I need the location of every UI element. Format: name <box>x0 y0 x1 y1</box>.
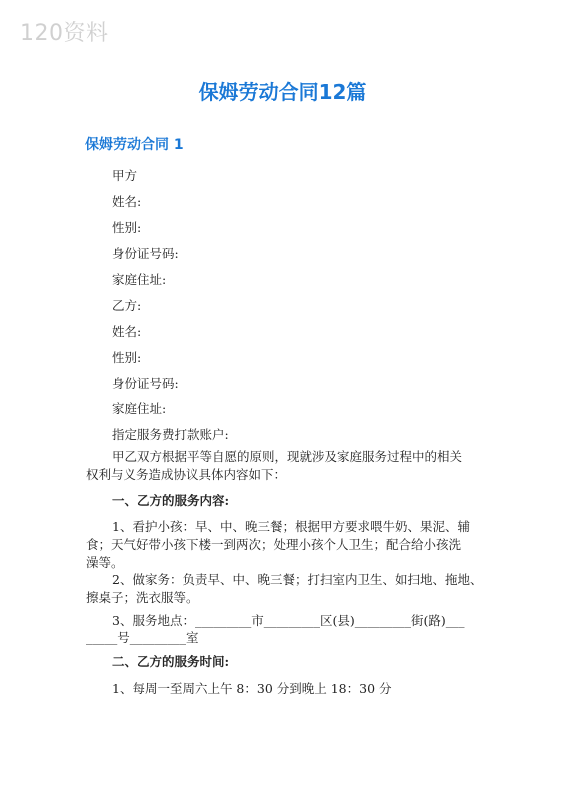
party-b-address: 家庭住址: <box>112 401 167 416</box>
party-a-address: 家庭住址: <box>112 272 167 287</box>
party-a-id-number: 身份证号码: <box>112 246 179 261</box>
payment-account: 指定服务费打款账户: <box>112 427 229 442</box>
section-title: 保姆劳动合同 1 <box>85 137 184 153</box>
party-b-name: 姓名: <box>112 324 142 339</box>
intro-line-1: 甲乙双方根据平等自愿的原则，现就涉及家庭服务过程中的相关 <box>112 449 463 464</box>
service-item-3-line-2: _____号_________室 <box>86 630 199 645</box>
service-time-item-1: 1、每周一至周六上午 8：30 分到晚上 18：30 分 <box>112 681 392 696</box>
section-2-heading: 二、乙方的服务时间: <box>112 654 230 669</box>
party-a-name: 姓名: <box>112 194 142 209</box>
party-b-label: 乙方: <box>112 298 142 313</box>
service-item-3-line-1: 3、服务地点：_________市_________区(县)_________街(路)___ <box>112 613 465 628</box>
service-item-1-line-2: 食；天气好带小孩下楼一到两次；处理小孩个人卫生；配合给小孩洗 <box>86 537 462 552</box>
intro-line-2: 权利与义务造成协议具体内容如下： <box>86 467 287 482</box>
watermark: 120资料 <box>20 21 109 46</box>
party-a-gender: 性别: <box>112 220 142 235</box>
service-item-1-line-3: 澡等。 <box>86 555 124 570</box>
section-1-heading: 一、乙方的服务内容: <box>112 493 230 508</box>
party-b-id-number: 身份证号码: <box>112 376 179 391</box>
service-item-1-line-1: 1、看护小孩：早、中、晚三餐；根据甲方要求喂牛奶、果泥、辅 <box>112 519 470 534</box>
service-item-2-line-1: 2、做家务：负责早、中、晚三餐；打扫室内卫生、如扫地、拖地、 <box>112 572 483 587</box>
party-b-gender: 性别: <box>112 350 142 365</box>
party-a-label: 甲方 <box>112 168 138 183</box>
document-title: 保姆劳动合同12篇 <box>198 80 367 104</box>
service-item-2-line-2: 擦桌子；洗衣服等。 <box>86 590 199 605</box>
